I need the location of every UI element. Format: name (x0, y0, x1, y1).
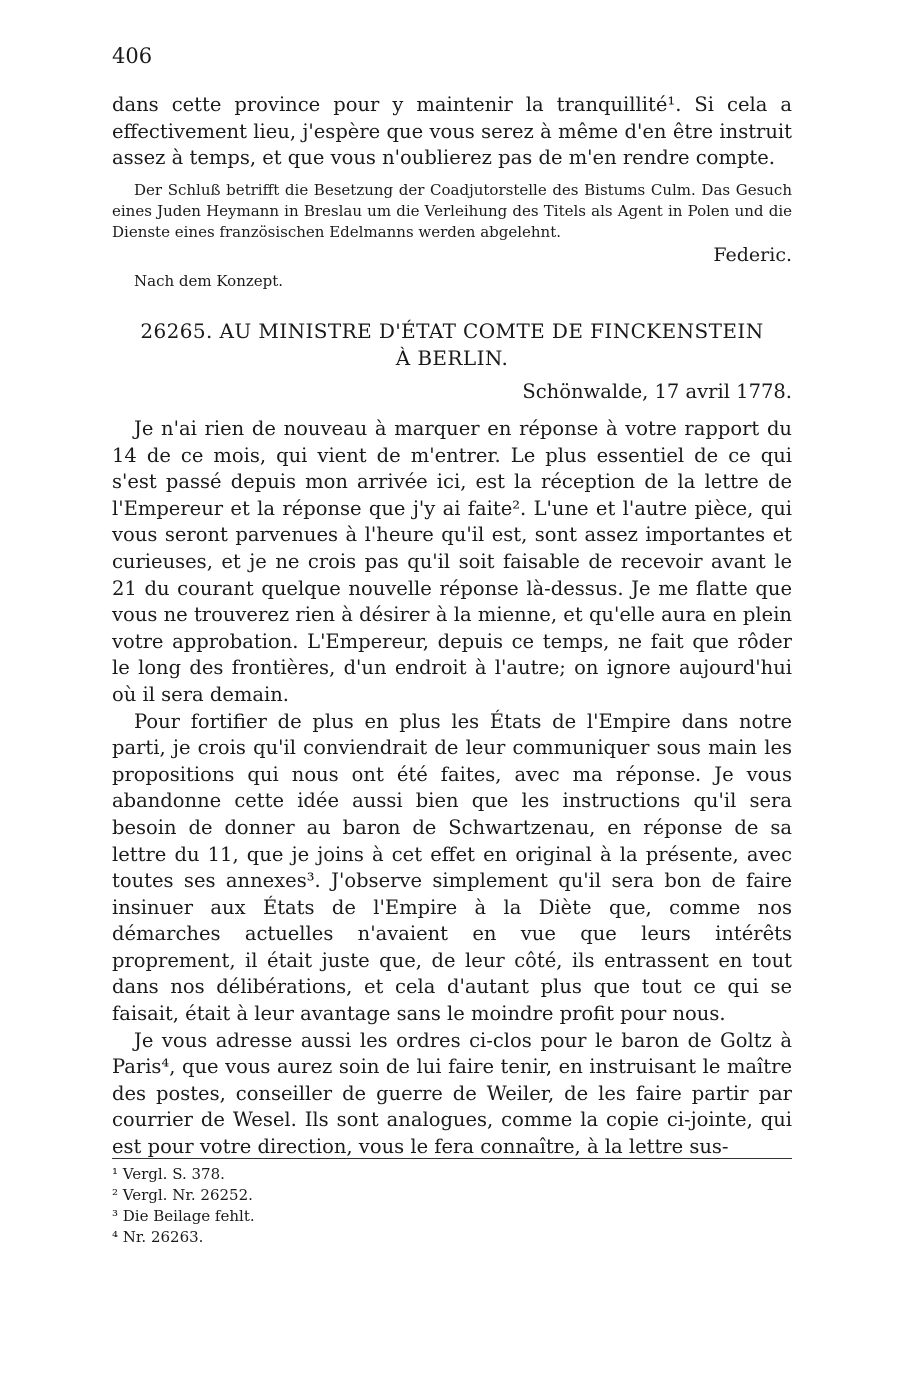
letter-heading-line-1: 26265. AU MINISTRE D'ÉTAT COMTE DE FINCKENSTEIN (140, 319, 764, 343)
continuation-paragraph: dans cette province pour y maintenir la tranquillité¹. Si cela a effectivement lieu, j'espère que vous serez à même d'en être instruit assez à temps, et que vous n'oublierez pas de m'en rendre compte. (112, 93, 792, 170)
signature: Federic. (713, 244, 792, 266)
footnote-2: ² Vergl. Nr. 26252. (112, 1186, 253, 1204)
source-note: Nach dem Konzept. (134, 272, 284, 290)
letter-paragraph-3: Je vous adresse aussi les ordres ci-clos pour le baron de Goltz à Paris⁴, que vous aurez soin de lui faire tenir, en instruisant le maître des postes, conseiller de guerre de Weiler, de les faire partir par courrier de Wesel. Ils sont analogues, comme la copie ci-jointe, qui est pour votre direction, vous le fera connaître, à la lettre sus- (112, 1028, 792, 1159)
letter-dateline: Schönwalde, 17 avril 1778. (522, 380, 792, 403)
letter-heading (112, 318, 792, 372)
letter-body (112, 416, 792, 1161)
continuation-text-block (112, 92, 792, 172)
footnote-4: ⁴ Nr. 26263. (112, 1228, 204, 1246)
letter-paragraph-1: Je n'ai rien de nouveau à marquer en réponse à votre rapport du 14 de ce mois, qui vient de m'entrer. Le plus essentiel de ce qui s'est passé depuis mon arrivée ici, est la réception de la lettre de l'Empereur et la réponse que j'y ai faite². L'une et l'autre pièce, qui vous seront parvenues à l'heure qu'il est, sont assez importantes et curieuses, et je ne crois pas qu'il soit faisable de recevoir avant le 21 du courant quelque nouvelle réponse là-dessus. Je me flatte que vous ne trouverez rien à désirer à la mienne, et qu'elle aura en plein votre approbation. L'Empereur, depuis ce temps, ne fait que rôder le long des frontières, d'un endroit à l'autre; on ignore aujourd'hui où il sera demain. (112, 417, 792, 706)
summary-block (112, 180, 792, 243)
footnote-3: ³ Die Beilage fehlt. (112, 1207, 255, 1225)
letter-heading-line-2: À BERLIN. (395, 346, 509, 370)
page-number: 406 (112, 44, 153, 68)
german-summary: Der Schluß betrifft die Besetzung der Coadjutorstelle des Bistums Culm. Das Gesuch eines Juden Heymann in Breslau um die Verleihung des Titels als Agent in Polen und die Dienste eines französischen Edelmanns werden abgelehnt. (112, 181, 792, 241)
footnote-divider (112, 1158, 792, 1159)
footnote-1: ¹ Vergl. S. 378. (112, 1165, 225, 1183)
letter-paragraph-2: Pour fortifier de plus en plus les États de l'Empire dans notre parti, je crois qu'il conviendrait de leur communiquer sous main les propositions qui nous ont été faites, avec ma réponse. Je vous abandonne cette idée aussi bien que les instructions qu'il sera besoin de donner au baron de Schwartzenau, en réponse de sa lettre du 11, que je joins à cet effet en original à la présente, avec toutes ses annexes³. J'observe simplement qu'il sera bon de faire insinuer aux États de l'Empire à la Diète que, comme nos démarches actuelles n'avaient en vue que leurs intérêts proprement, il était juste que, de leur côté, ils entrassent en tout dans nos délibérations, et cela d'autant plus que tout ce qui se faisait, était à leur avantage sans le moindre profit pour nous. (112, 709, 792, 1026)
footnotes (112, 1164, 255, 1248)
